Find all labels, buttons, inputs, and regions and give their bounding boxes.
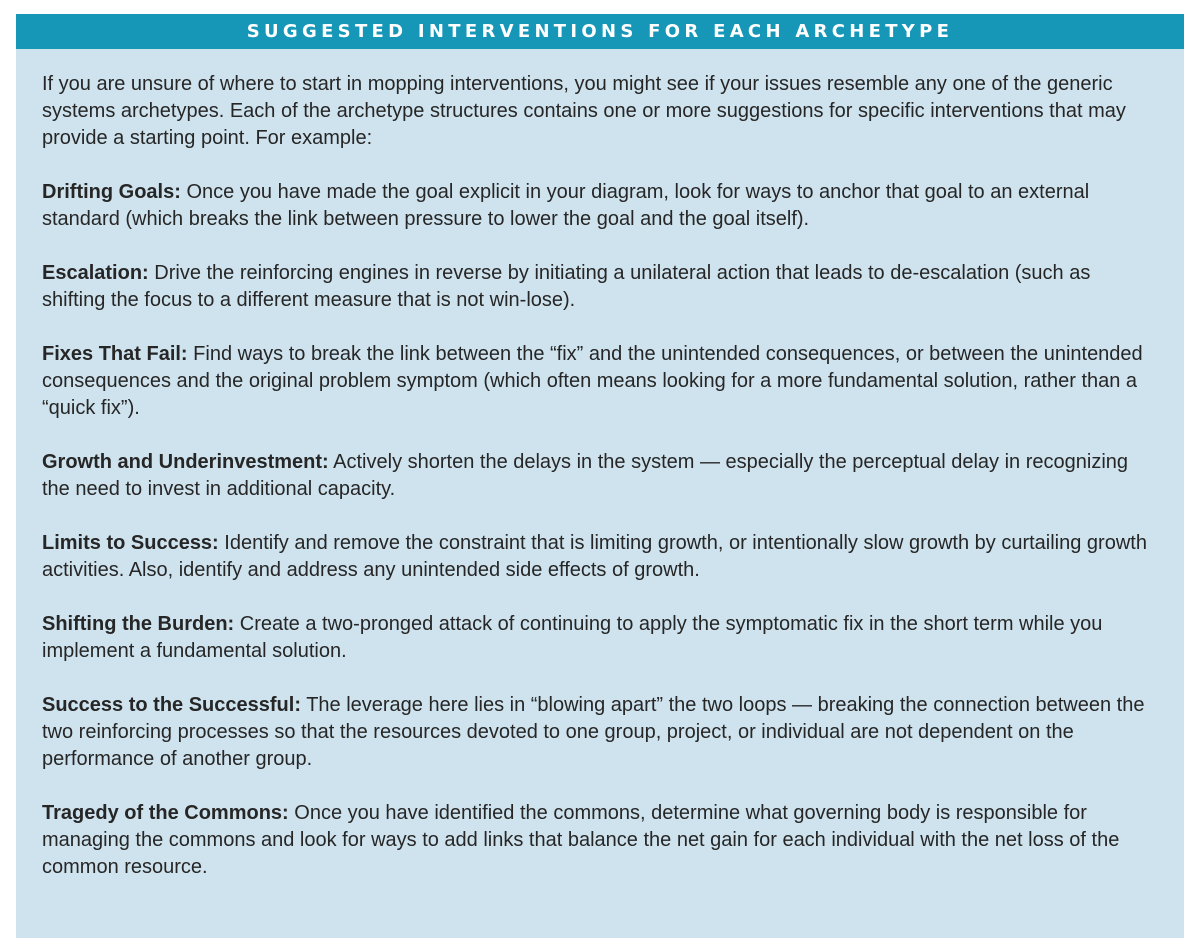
archetype-description: The leverage here lies in “blowing apart” the two loops — breaking the connection between the two reinforcing processes so that the resources devoted to one group, project, or individual are not dependent on the performance of another group. xyxy=(42,694,1145,770)
archetype-term: Limits to Success: xyxy=(42,532,219,554)
archetype-description: Drive the reinforcing engines in reverse by initiating a unilateral action that leads to de-escalation (such as shifting the focus to a different measure that is not win-lose). xyxy=(42,262,1091,311)
archetype-escalation xyxy=(42,260,1154,314)
archetype-shifting-the-burden xyxy=(42,611,1154,665)
archetype-term: Escalation: xyxy=(42,262,149,284)
archetype-description: Once you have made the goal explicit in your diagram, look for ways to anchor that goal to an external standard (which breaks the link between pressure to lower the goal and the goal itself). xyxy=(42,181,1090,230)
archetype-description: Actively shorten the delays in the system — especially the perceptual delay in recognizing the need to invest in additional capacity. xyxy=(42,451,1129,500)
archetype-description: Find ways to break the link between the “fix” and the unintended consequences, or between the unintended consequences and the original problem symptom (which often means looking for a more fundamental solution, rather than a “quick fix”). xyxy=(42,343,1143,419)
interventions-sidebar xyxy=(16,14,1184,938)
archetype-term: Tragedy of the Commons: xyxy=(42,802,289,824)
archetype-growth-and-underinvestment xyxy=(42,449,1154,503)
archetype-term: Growth and Underinvestment: xyxy=(42,451,329,473)
archetype-term: Drifting Goals: xyxy=(42,181,181,203)
intro-paragraph: If you are unsure of where to start in mopping interventions, you might see if your issues resemble any one of the generic systems archetypes. Each of the archetype structures contains one or more suggestions for specific interventions that may provide a starting point. For example: xyxy=(42,73,1126,149)
archetype-success-to-the-successful xyxy=(42,692,1154,773)
archetype-description: Once you have identified the commons, determine what governing body is responsible for managing the commons and look for ways to add links that balance the net gain for each individual with the net loss of the common resource. xyxy=(42,802,1120,878)
archetype-limits-to-success xyxy=(42,530,1154,584)
archetype-description: Create a two-pronged attack of continuing to apply the symptomatic fix in the short term while you implement a fundamental solution. xyxy=(42,613,1103,662)
archetype-term: Fixes That Fail: xyxy=(42,343,188,365)
archetype-tragedy-of-the-commons xyxy=(42,800,1154,881)
archetype-description: Identify and remove the constraint that is limiting growth, or intentionally slow growth by curtailing growth activities. Also, identify and address any unintended side effects of growth. xyxy=(42,532,1147,581)
archetype-term: Success to the Successful: xyxy=(42,694,301,716)
sidebar-body xyxy=(16,49,1184,881)
archetype-fixes-that-fail xyxy=(42,341,1154,422)
sidebar-title: SUGGESTED INTERVENTIONS FOR EACH ARCHETYPE xyxy=(16,14,1184,49)
archetype-drifting-goals xyxy=(42,179,1154,233)
archetype-term: Shifting the Burden: xyxy=(42,613,235,635)
